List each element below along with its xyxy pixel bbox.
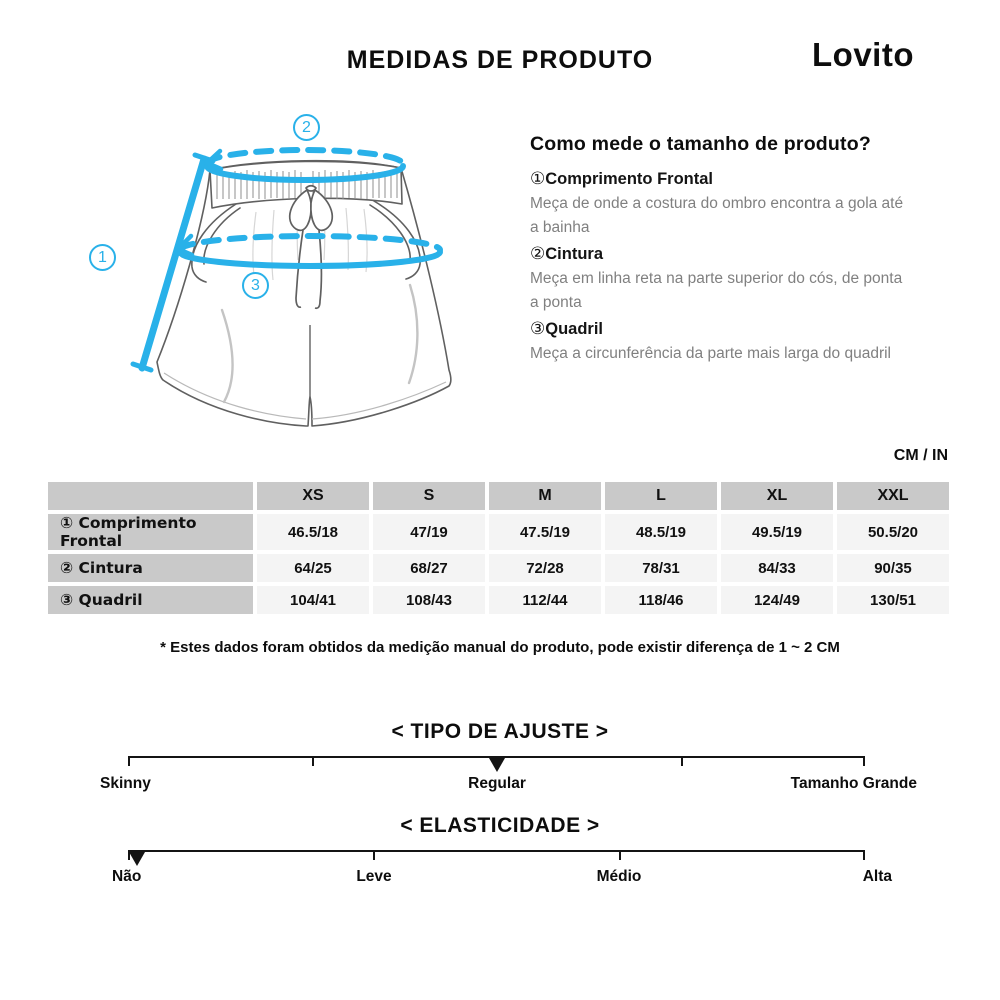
fit-label-regular: Regular xyxy=(468,775,526,792)
col-header-s: S xyxy=(373,482,485,510)
cell-value: 108/43 xyxy=(373,586,485,614)
corner-cell xyxy=(48,482,253,510)
tick xyxy=(681,756,683,766)
item-description: Meça de onde a costura do ombro encontra a gola até a bainha xyxy=(530,195,904,236)
table-row xyxy=(48,554,949,582)
tick xyxy=(863,756,865,766)
cell-value: 84/33 xyxy=(721,554,833,582)
table-row xyxy=(48,514,949,550)
instructions-heading: Como mede o tamanho de produto? xyxy=(530,133,871,155)
shorts-illustration xyxy=(60,100,520,440)
tick xyxy=(312,756,314,766)
elasticity-scale-line xyxy=(128,850,865,852)
cell-value: 72/28 xyxy=(489,554,601,582)
fit-scale-line xyxy=(128,756,865,758)
item-number: ③ xyxy=(530,319,546,339)
cell-value: 124/49 xyxy=(721,586,833,614)
tick xyxy=(619,850,621,860)
col-header-xxl: XXL xyxy=(837,482,949,510)
elasticity-label-leve: Leve xyxy=(356,868,392,885)
cell-value: 130/51 xyxy=(837,586,949,614)
elasticity-label-alta: Alta xyxy=(862,868,892,885)
item-number: ② xyxy=(530,244,546,264)
cell-value: 64/25 xyxy=(257,554,369,582)
fit-scale-title: < TIPO DE AJUSTE > xyxy=(391,720,609,743)
item-number: ① xyxy=(530,169,546,189)
instruction-item-front-length xyxy=(530,169,908,240)
elasticity-scale-title: < ELASTICIDADE > xyxy=(400,814,600,837)
col-header-xs: XS xyxy=(257,482,369,510)
table-row xyxy=(48,586,949,614)
item-title: Comprimento Frontal xyxy=(545,170,713,188)
cell-value: 78/31 xyxy=(605,554,717,582)
measure-marker-3: 3 xyxy=(242,272,269,299)
page-title: MEDIDAS DE PRODUTO xyxy=(346,46,654,74)
col-header-m: M xyxy=(489,482,601,510)
col-header-l: L xyxy=(605,482,717,510)
cell-value: 50.5/20 xyxy=(837,514,949,550)
item-title: Quadril xyxy=(545,320,604,338)
cell-value: 112/44 xyxy=(489,586,601,614)
elasticity-label-nao: Não xyxy=(112,868,142,885)
tick xyxy=(863,850,865,860)
measure-instructions xyxy=(530,133,908,369)
brand-logo: Lovito xyxy=(812,36,914,73)
item-description: Meça a circunferência da parte mais larga do quadril xyxy=(530,345,891,362)
item-description: Meça em linha reta na parte superior do cós, de ponta a ponta xyxy=(530,270,903,311)
size-table xyxy=(44,478,953,618)
instruction-item-waist xyxy=(530,244,908,315)
table-header-row xyxy=(48,482,949,510)
instruction-item-hip xyxy=(530,319,908,366)
row-label-waist: ② Cintura xyxy=(48,554,253,582)
col-header-xl: XL xyxy=(721,482,833,510)
measure-marker-1: 1 xyxy=(89,244,116,271)
unit-label: CM / IN xyxy=(893,447,948,464)
item-title: Cintura xyxy=(545,245,603,263)
cell-value: 49.5/19 xyxy=(721,514,833,550)
measurement-disclaimer: * Estes dados foram obtidos da medição manual do produto, pode existir diferença de 1 ~ 2 CM xyxy=(160,639,840,656)
cell-value: 46.5/18 xyxy=(257,514,369,550)
cell-value: 47/19 xyxy=(373,514,485,550)
cell-value: 90/35 xyxy=(837,554,949,582)
cell-value: 47.5/19 xyxy=(489,514,601,550)
tick xyxy=(373,850,375,860)
row-label-hip: ③ Quadril xyxy=(48,586,253,614)
elasticity-marker-icon xyxy=(129,852,145,866)
fit-label-skinny: Skinny xyxy=(100,775,151,792)
elasticity-label-medio: Médio xyxy=(596,868,642,885)
measure-marker-2: 2 xyxy=(293,114,320,141)
shorts-measurement-diagram xyxy=(60,100,520,440)
cell-value: 68/27 xyxy=(373,554,485,582)
fit-label-tamanho-grande: Tamanho Grande xyxy=(790,775,917,792)
cell-value: 118/46 xyxy=(605,586,717,614)
fit-marker-icon xyxy=(489,758,505,772)
row-label-front-length: ① Comprimento Frontal xyxy=(48,514,253,550)
cell-value: 48.5/19 xyxy=(605,514,717,550)
cell-value: 104/41 xyxy=(257,586,369,614)
tick xyxy=(128,756,130,766)
